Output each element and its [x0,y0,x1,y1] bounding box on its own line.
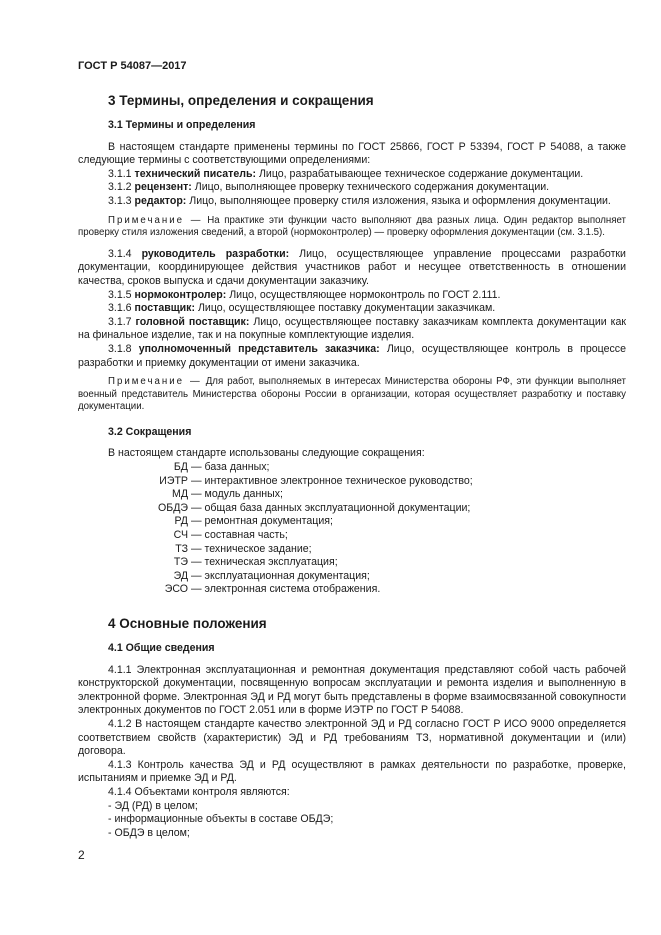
term-number: 3.1.3 [108,194,132,207]
abbreviation-term: ИЭТР [159,474,188,487]
term-definition: Лицо, разрабатывающее техническое содержание документации. [258,167,584,180]
term-name: технический писатель: [134,167,256,180]
term-3-1-8 [78,343,626,370]
abbreviation-definition: — техническая эксплуатация; [191,556,338,569]
term-3-1-6 [78,302,626,316]
abbreviation-definition: — ремонтная документация; [191,515,333,528]
term-number: 3.1.6 [108,302,132,315]
document-body [78,92,626,840]
abbreviation-row [78,515,626,529]
abbreviation-row [78,488,626,502]
subsection-3-1-heading: 3.1 Термины и определения [108,119,256,131]
term-name: головной поставщик: [135,315,250,328]
abbreviation-row [78,529,626,543]
section-3-heading: 3 Термины, определения и сокращения [108,93,374,108]
subsection-4-1-heading: 4.1 Общие сведения [108,642,215,654]
term-name: нормоконтролер: [134,288,227,301]
abbreviation-row [78,543,626,557]
abbreviation-row [78,570,626,584]
subsection-3-2-heading: 3.2 Сокращения [108,425,192,438]
note-label: Примечание — [108,214,203,226]
abbreviation-term: ТЭ [173,556,188,569]
term-3-1-5 [78,289,626,303]
term-number: 3.1.5 [108,288,132,301]
clause-4-1-3: 4.1.3 Контроль качества ЭД и РД осуществляют в рамках деятельности по разработке, проверке, испытаниям и приемке ЭД и РД. [78,758,626,785]
terms-intro: В настоящем стандарте применены термины по ГОСТ 25866, ГОСТ Р 53394, ГОСТ Р 54088, а также следующие термины с соответствующими определениями: [78,140,626,167]
abbreviation-definition: — составная часть; [191,529,288,542]
abbreviations-list [78,461,626,597]
list-item: - ОБДЭ в целом; [108,826,190,839]
abbreviation-term: ЭД [173,569,188,582]
term-definition: Лицо, осуществляющее поставку заказчикам комплекта документации как на финальное изделие, так и на покупные комплектующие изделия. [78,315,626,342]
abbreviation-definition: — техническое задание; [191,542,312,555]
term-name: поставщик: [134,302,196,315]
note-label: Примечание — [108,376,202,388]
abbreviation-definition: — электронная система отображения. [191,583,381,596]
abbreviation-row [78,583,626,597]
abbreviation-term: БД [173,461,188,474]
term-name: рецензент: [134,181,192,194]
clause-4-1-2: 4.1.2 В настоящем стандарте качество электронной ЭД и РД согласно ГОСТ Р ИСО 9000 определяется соответствием свойств (характеристик) ЭД и РД требованиям ТЗ, нормативной документации и (или) договора. [78,717,626,758]
abbreviation-row [78,502,626,516]
term-3-1-4 [78,248,626,289]
term-3-1-7 [78,316,626,343]
abbreviation-term: МД [172,488,188,501]
list-item: - информационные объекты в составе ОБДЭ; [108,813,334,826]
term-name: редактор: [134,194,187,207]
term-number: 3.1.4 [108,247,132,260]
clause-4-1-4: 4.1.4 Объектами контроля являются: [108,785,290,798]
term-definition: Лицо, осуществляющее нормоконтроль по ГОСТ 2.111. [229,288,501,301]
note-2 [78,376,626,414]
note-1 [78,215,626,240]
term-definition: Лицо, осуществляющее поставку документации заказчикам. [197,302,496,315]
term-number: 3.1.7 [108,315,132,328]
term-number: 3.1.2 [108,181,132,194]
abbreviation-definition: — модуль данных; [191,488,283,501]
abbreviation-row [78,556,626,570]
term-definition: Лицо, осуществляющее контроль в процессе разработки и приемку документации от имени заказчика. [78,342,626,369]
abbreviation-term: ОБДЭ [158,501,188,514]
note-text: На практике эти функции часто выполняют два разных лица. Один редактор выполняет проверку стиля изложения сведений, а второй (нормоконтролер) — проверку оформления документации (см. 3.1.5). [78,214,626,239]
abbreviation-term: ТЗ [175,542,188,555]
abbreviation-term: СЧ [173,529,188,542]
abbreviation-term: РД [174,515,188,528]
section-4-heading: 4 Основные положения [108,616,267,631]
abbreviation-definition: — база данных; [191,461,270,474]
abbreviation-term: ЭСО [164,583,188,596]
term-number: 3.1.1 [108,167,132,180]
term-definition: Лицо, выполняющее проверку технического содержания документации. [194,181,550,194]
list-item: - ЭД (РД) в целом; [108,799,198,812]
abbreviation-row [78,461,626,475]
document-code-header: ГОСТ Р 54087—2017 [78,60,187,72]
abbreviations-intro: В настоящем стандарте использованы следующие сокращения: [108,447,425,460]
term-definition: Лицо, осуществляющее управление процессами разработки документации, координирующее действия участников работ и несущее ответственность в отношении качества, сроков выпуска и сдачи документации заказчику. [78,247,626,287]
term-3-1-1 [78,168,626,182]
abbreviation-row [78,475,626,489]
term-3-1-3 [78,195,626,209]
term-name: уполномоченный представитель заказчика: [138,342,380,355]
term-number: 3.1.8 [108,342,132,355]
page-number: 2 [78,848,85,862]
term-definition: Лицо, выполняющее проверку стиля изложения, языка и оформления документации. [189,194,611,207]
abbreviation-definition: — эксплуатационная документация; [191,569,370,582]
term-3-1-2 [78,181,626,195]
note-text: Для работ, выполняемых в интересах Министерства обороны РФ, эти функции выполняет военный представитель Министерства обороны России в организации, которая осуществляет разработку и поставку документации. [78,376,626,413]
term-name: руководитель разработки: [141,247,290,260]
clause-4-1-1: 4.1.1 Электронная эксплуатационная и ремонтная документация представляют собой часть рабочей конструкторской документации, посвященную вопросам эксплуатации и ремонта изделия и выполненную в электронной форме. Электронная ЭД и РД могут быть представлены в форме взаимосвязанной совокупности электронных документов по ГОСТ 2.051 или в форме ИЭТР по ГОСТ Р 54088. [78,663,626,717]
abbreviation-definition: — интерактивное электронное техническое руководство; [191,474,473,487]
abbreviation-definition: — общая база данных эксплуатационной документации; [191,501,471,514]
